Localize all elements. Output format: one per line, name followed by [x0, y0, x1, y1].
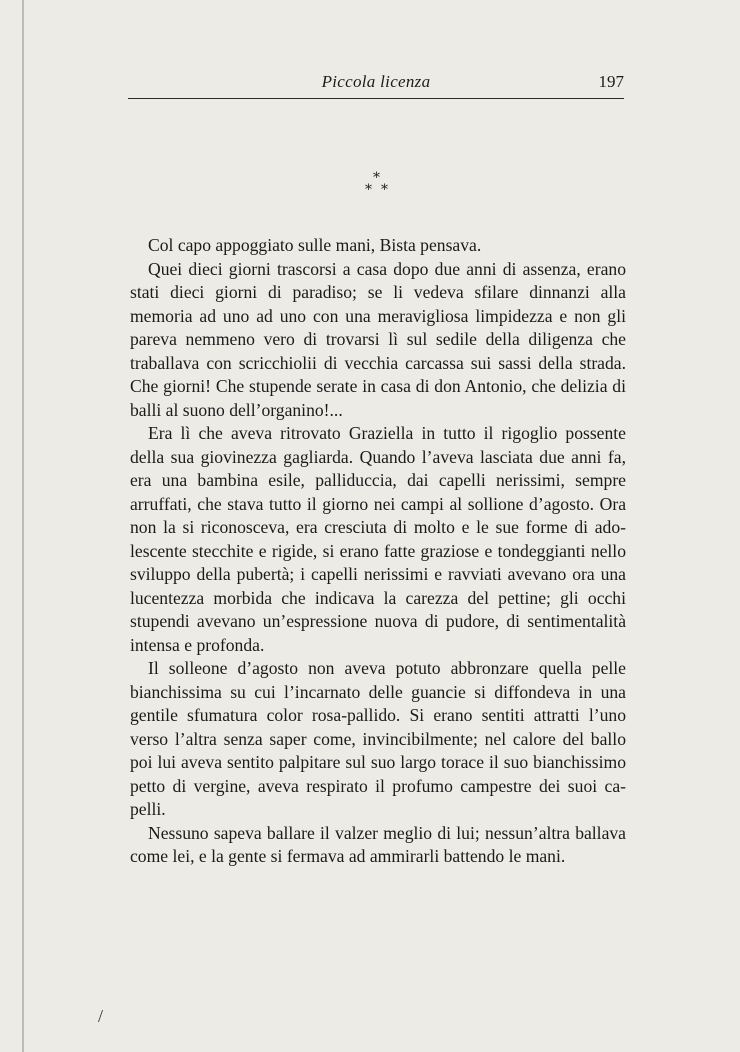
paragraph-1: Col capo appoggiato sulle mani, Bista pensava. — [148, 235, 482, 255]
page-gutter-edge — [22, 0, 24, 1052]
running-title: Piccola licenza — [321, 72, 431, 91]
body-text — [130, 234, 626, 869]
header-rule — [128, 98, 624, 99]
svg-text:*: * — [365, 182, 372, 196]
paragraph-2: Quei dieci giorni trascorsi a casa dopo due anni di assenza, erano stati dieci giorni di paradiso; se li vedeva sfilare dinnanzi alla memoria ad uno ad uno con una meravigliosa limpidezza e non gli pareva nemmeno vero di trovarsi lì sul sedile della diligenza che traballava con scricchiolii di vecchia carcassa sui sassi della strada. Che giorni! Che stupende serate in casa di don Antonio, che delizia di balli al suono dell’organino!... — [130, 258, 626, 420]
paragraph-4: Il solleone d’agosto non aveva potuto abbronzare quella pelle bianchissima su cui l’incarnato delle guancie si diffondeva in una gentile sfumatura color rosa-pallido. Si erano sentiti attratti l’uno verso l’altra senza saper come, invincibilmente; nel calore del ballo poi lui aveva sentito palpitare sul suo largo torace il suo bianchissimo petto di vergine, aveva respirato il profumo campestre dei suoi capelli. — [130, 658, 626, 819]
paragraph-5: Nessuno sapeva ballare il valzer meglio di lui; nessun’altra ballava come lei, e la gente si fermava ad ammirarli battendo le mani. — [130, 822, 626, 866]
section-break-asterism — [362, 170, 392, 196]
page-number: 197 — [598, 72, 624, 91]
margin-pencil-mark: / — [98, 1006, 104, 1026]
paragraph-3: Era lì che aveva ritrovato Graziella in tutto il rigoglio possente della sua giovinezza gagliarda. Quando l’aveva lasciata due anni fa, era una bambina esile, palliduccia, dai capelli nerissimi, sempre arruffati, che stava tutto il giorno nei campi al sollione d’agosto. Ora non la si riconosceva, era cresciuta di molto e le sue forme di adolescente stecchite e rigide, si erano fatte graziose e tondeggianti nello sviluppo della pubertà; i capelli nerissimi e ravviati avevano ora una lucentezza morbida che indicava la carezza del pettine; gli occhi stupendi avevano un’espressione nuova di pudore, di sentimentalità intensa e profonda. — [130, 423, 626, 655]
running-header — [128, 72, 624, 96]
asterism-icon — [362, 170, 392, 196]
svg-text:*: * — [373, 170, 380, 186]
svg-text:*: * — [381, 182, 388, 196]
